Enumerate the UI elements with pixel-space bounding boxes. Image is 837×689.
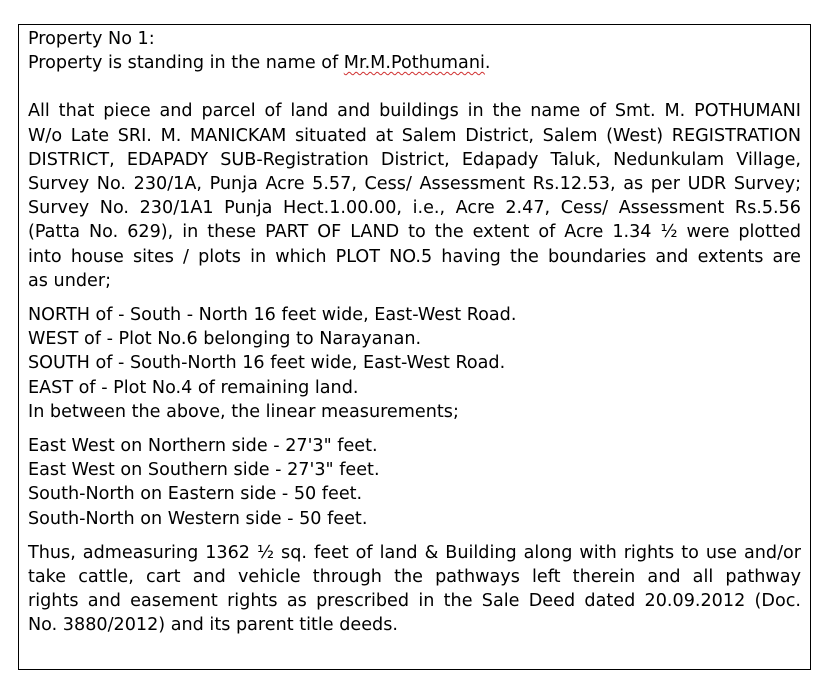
owner-suffix: . (484, 53, 491, 74)
measurements-list (28, 434, 801, 531)
owner-name: Mr.M.Pothumani (343, 53, 485, 74)
closing-paragraph (28, 541, 801, 638)
closing-line: Thus, admeasuring 1362 ½ sq. feet of land & Building along with rights to use and/or (28, 542, 801, 563)
measurement-eastern: South-North on Eastern side - 50 feet. (28, 484, 363, 505)
description-line: (Patta No. 629), in these PART OF LAND to the extent of Acre 1.34 ½ were plotted (28, 222, 801, 243)
property-description (28, 99, 801, 293)
measurements-intro: In between the above, the linear measurements; (28, 401, 459, 422)
property-document-box (18, 24, 811, 670)
description-line: W/o Late SRI. M. MANICKAM situated at Salem District, Salem (West) REGISTRATION (28, 125, 801, 146)
boundary-south: SOUTH of - South-North 16 feet wide, East-West Road. (28, 353, 506, 374)
closing-line: rights and easement rights as prescribed in the Sale Deed dated 20.09.2012 (Doc. (28, 591, 801, 612)
closing-line: No. 3880/2012) and its parent title deeds. (28, 615, 398, 636)
measurement-western: South-North on Western side - 50 feet. (28, 508, 368, 529)
property-heading: Property No 1: (28, 29, 155, 49)
description-line: Survey No. 230/1A, Punja Acre 5.57, Cess/ Assessment Rs.12.53, as per UDR Survey; (28, 174, 801, 195)
description-line: All that piece and parcel of land and buildings in the name of Smt. M. POTHUMANI (28, 101, 801, 122)
description-line: into house sites / plots in which PLOT NO.5 having the boundaries and extents are (28, 246, 801, 267)
boundary-east: EAST of - Plot No.4 of remaining land. (28, 377, 359, 398)
boundary-north: NORTH of - South - North 16 feet wide, East-West Road. (28, 305, 517, 326)
closing-line: take cattle, cart and vehicle through the pathways left therein and all pathway (28, 567, 801, 588)
measurement-southern: East West on Southern side - 27'3" feet. (28, 460, 380, 481)
measurement-northern: East West on Northern side - 27'3" feet. (28, 436, 378, 457)
boundary-west: WEST of - Plot No.6 belonging to Narayanan. (28, 329, 422, 350)
description-line: DISTRICT, EDAPADY SUB-Registration District, Edapady Taluk, Nedunkulam Village, (28, 149, 801, 170)
owner-statement (28, 51, 801, 75)
description-line: as under; (28, 270, 111, 291)
description-line: Survey No. 230/1A1 Punja Hect.1.00.00, i.e., Acre 2.47, Cess/ Assessment Rs.5.56 (28, 198, 801, 219)
boundaries-list (28, 303, 801, 400)
owner-prefix: Property is standing in the name of (28, 53, 344, 74)
